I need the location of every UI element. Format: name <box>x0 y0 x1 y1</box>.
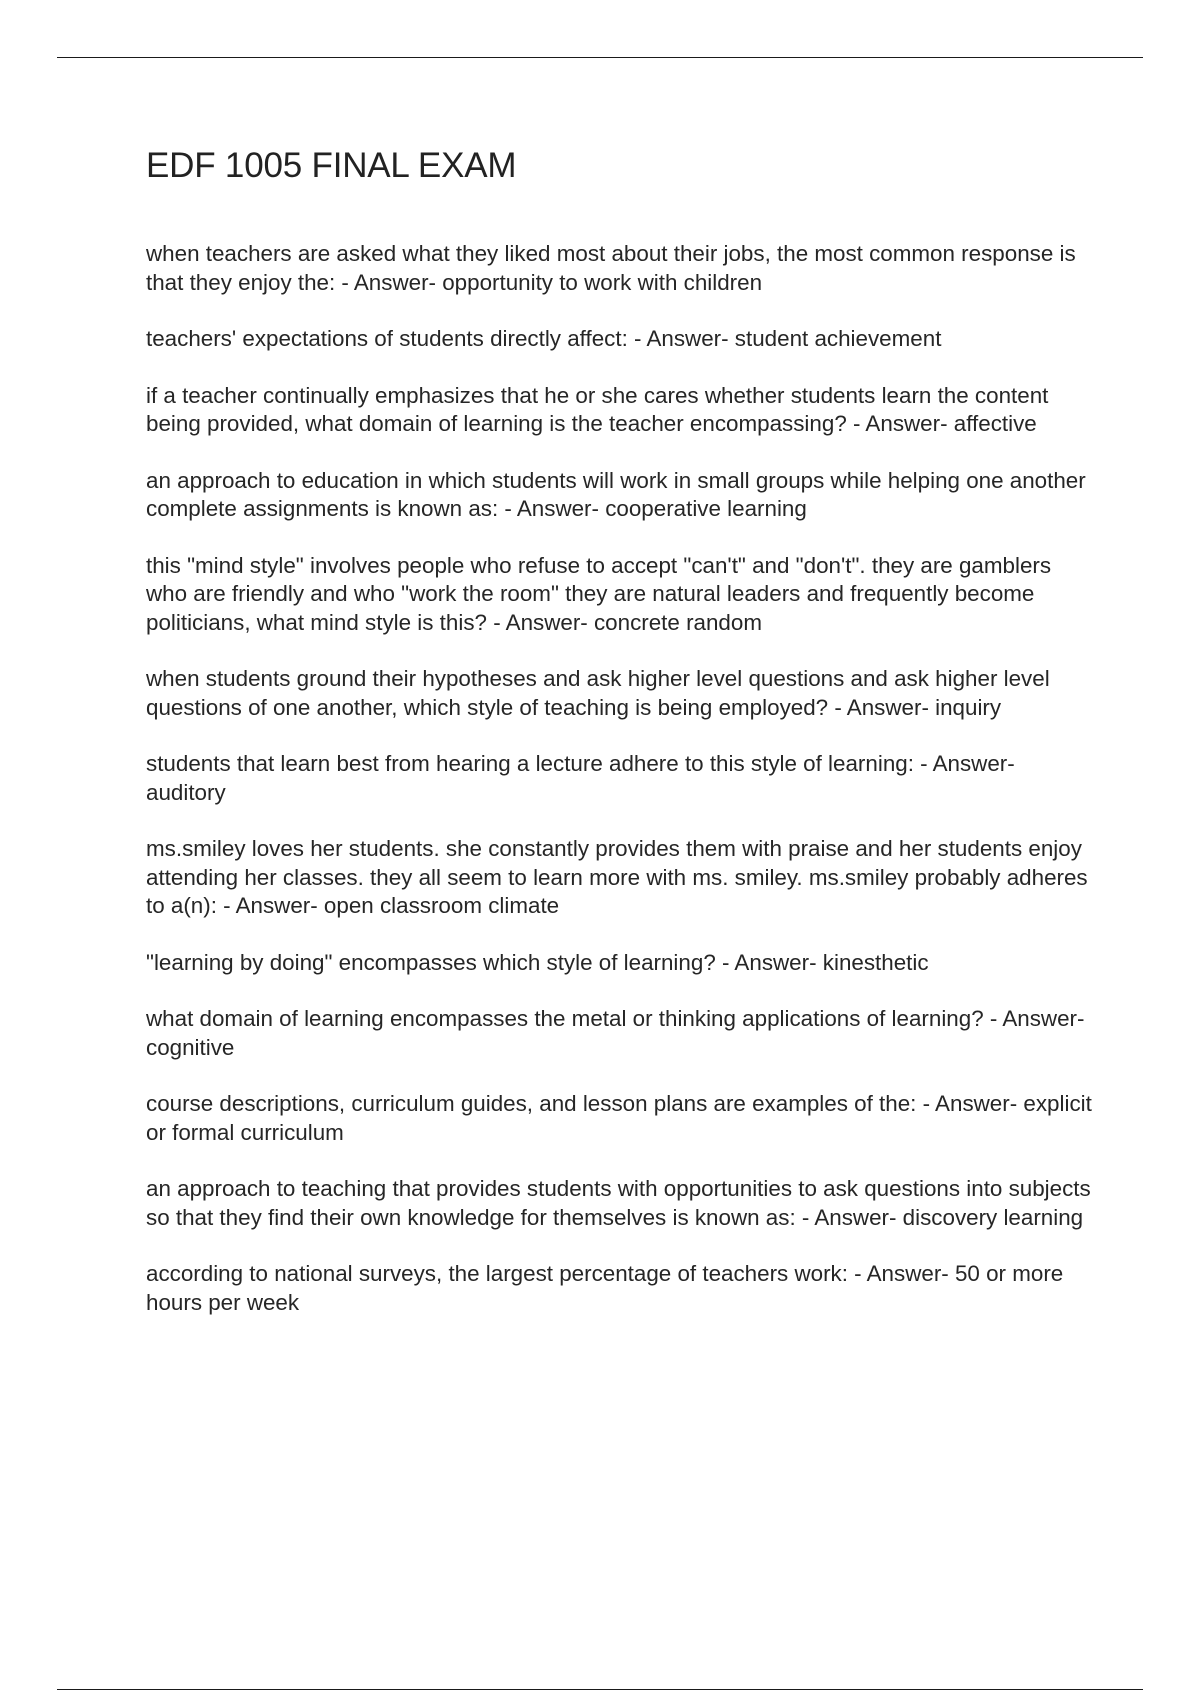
qa-item: what domain of learning encompasses the metal or thinking applications of learning? - Answer- cognitive <box>146 1006 1085 1060</box>
qa-item: when teachers are asked what they liked most about their jobs, the most common response is that they enjoy the: - Answer- opportunity to work with children <box>146 241 1076 295</box>
qa-item: students that learn best from hearing a lecture adhere to this style of learning: - Answer- auditory <box>146 751 1015 805</box>
qa-item: an approach to teaching that provides students with opportunities to ask questions into subjects so that they find their own knowledge for themselves is known as: - Answer- discovery learning <box>146 1176 1091 1230</box>
qa-item: according to national surveys, the largest percentage of teachers work: - Answer- 50 or more hours per week <box>146 1261 1064 1315</box>
qa-item: when students ground their hypotheses and ask higher level questions and ask higher level questions of one another, which style of teaching is being employed? - Answer- inquiry <box>146 666 1050 720</box>
qa-item: this "mind style" involves people who refuse to accept "can't" and "don't". they are gamblers who are friendly and who "work the room" they are natural leaders and frequently become politicians, what mind style is this? - Answer- concrete random <box>146 552 1052 635</box>
document-body <box>146 140 1096 1345</box>
document-title: EDF 1005 FINAL EXAM <box>146 146 517 185</box>
qa-list <box>146 240 1096 1317</box>
qa-item: teachers' expectations of students directly affect: - Answer- student achievement <box>146 326 942 351</box>
qa-item: "learning by doing" encompasses which style of learning? - Answer- kinesthetic <box>146 949 929 975</box>
bottom-rule <box>57 1689 1143 1690</box>
top-rule <box>57 57 1143 58</box>
qa-item: course descriptions, curriculum guides, and lesson plans are examples of the: - Answer- explicit or formal curriculum <box>146 1091 1092 1145</box>
qa-item: if a teacher continually emphasizes that he or she cares whether students learn the content being provided, what domain of learning is the teacher encompassing? - Answer- affective <box>146 382 1049 436</box>
qa-item: ms.smiley loves her students. she constantly provides them with praise and her students enjoy attending her classes. they all seem to learn more with ms. smiley. ms.smiley probably adheres to a(n): - Answer- open classroom climate <box>146 836 1088 918</box>
qa-item: an approach to education in which students will work in small groups while helping one another complete assignments is known as: - Answer- cooperative learning <box>146 467 1086 521</box>
